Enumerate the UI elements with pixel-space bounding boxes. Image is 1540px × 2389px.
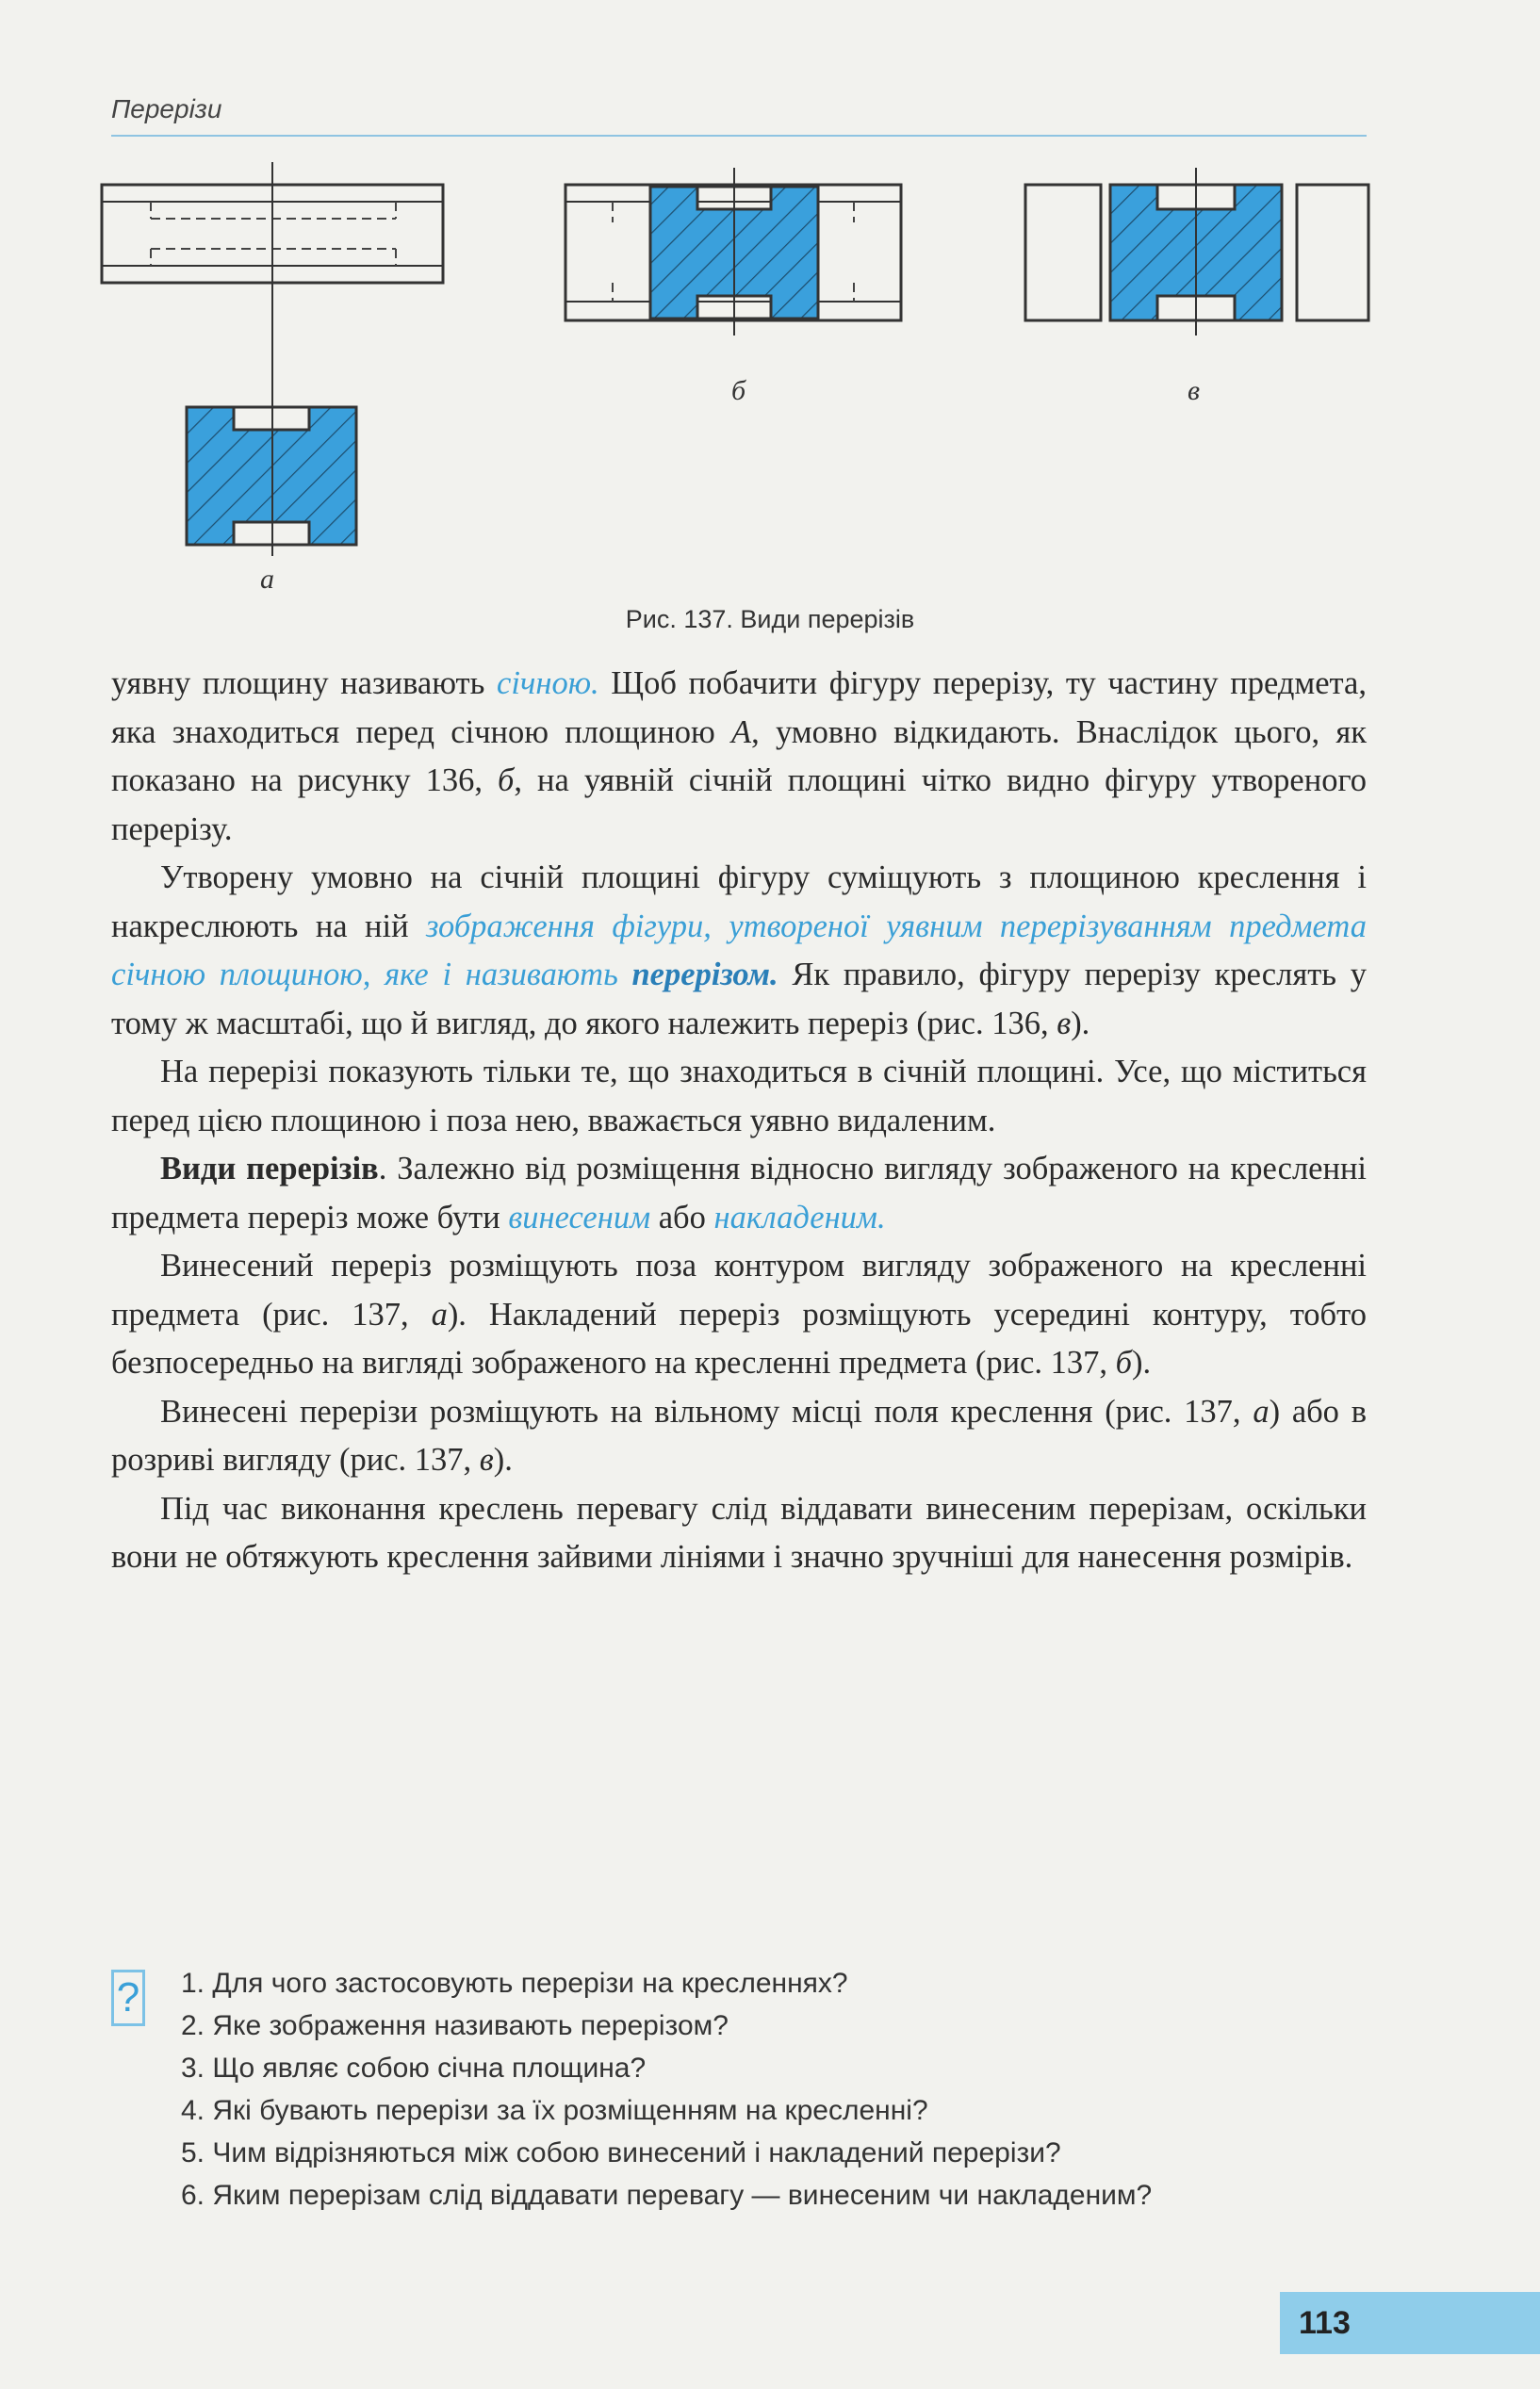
figure-label-b: б bbox=[731, 375, 746, 406]
figure-caption: Рис. 137. Види перерізів bbox=[625, 605, 915, 633]
paragraph-2: Утворену умовно на січній площині фігуру суміщують з площиною креслення і накреслюють на ній зображення фігури, утвореної уявним перерізуванням предмета січною площиною, яке і називають перерізом. Як правило, фігуру перерізу креслять у тому ж масштабі, що й вигляд, до якого належить переріз (рис. 136, в). bbox=[111, 859, 1367, 1041]
question-item: 4. Які бувають перерізи за їх розміщенням на кресленні? bbox=[181, 2095, 928, 2126]
question-item: 6. Яким перерізам слід віддавати перевагу — винесеним чи накладеним? bbox=[181, 2180, 1153, 2211]
term-nakladenym: накладеним. bbox=[713, 1199, 886, 1235]
paragraph-3: На перерізі показують тільки те, що знаходиться в січній площині. Усе, що міститься перед цією площиною і поза нею, вважається уявно видаленим. bbox=[111, 1054, 1367, 1138]
question-mark-icon: ? bbox=[111, 1970, 145, 2026]
term-sichna: січною. bbox=[497, 665, 599, 701]
paragraph-5: Винесений переріз розміщують поза контуром вигляду зображеного на кресленні предмета (рис. 137, а). Накладений переріз розміщують усередині контуру, тобто безпосередньо на вигляді зображеного на кресленні предмета (рис. 137, б). bbox=[111, 1248, 1367, 1381]
figure-label-c: в bbox=[1188, 375, 1201, 406]
body-text bbox=[111, 660, 1367, 1582]
figure-137-drawing bbox=[0, 151, 1540, 641]
paragraph-4: Види перерізів. Залежно від розміщення відносно вигляду зображеного на кресленні предмета переріз може бути винесеним або накладеним. bbox=[111, 1151, 1367, 1235]
question-item: 1. Для чого застосовують перерізи на кресленнях? bbox=[181, 1968, 848, 1999]
question-item: 2. Яке зображення називають перерізом? bbox=[181, 2010, 729, 2041]
figure-b-superimposed-section bbox=[565, 168, 901, 335]
question-item: 3. Що являє собою січна площина? bbox=[181, 2053, 647, 2084]
review-questions bbox=[181, 1962, 1378, 2217]
figure-label-a: а bbox=[260, 564, 274, 595]
paragraph-1: уявну площину називають січною. Щоб побачити фігуру перерізу, ту частину предмета, яка знаходиться перед січною площиною А, умовно відкидають. Внаслідок цього, як показано на рисунку 136, б, на уявній січній площині чітко видно фігуру утвореного перерізу. bbox=[111, 665, 1367, 847]
subheading-section-types: Види перерізів bbox=[160, 1151, 379, 1186]
figure-a-removed-section bbox=[187, 386, 356, 556]
term-pereriz: перерізом. bbox=[631, 957, 778, 992]
paragraph-7: Під час виконання креслень перевагу слід віддавати винесеним перерізам, оскільки вони не обтяжують креслення зайвими лініями і значно зручніші для нанесення розмірів. bbox=[111, 1490, 1367, 1575]
figure-a-view bbox=[102, 162, 443, 386]
definition-section: зображення фігури, утвореної уявним перерізуванням предмета січною площиною, яке і називають bbox=[111, 908, 1367, 992]
paragraph-6: Винесені перерізи розміщують на вільному місці поля креслення (рис. 137, а) або в розриві вигляду (рис. 137, в). bbox=[111, 1393, 1367, 1478]
term-vynesenym: винесеним bbox=[508, 1199, 651, 1235]
running-head: Перерізи bbox=[111, 94, 222, 123]
page-number: 113 bbox=[1280, 2292, 1540, 2354]
header-rule bbox=[111, 135, 1367, 137]
question-item: 5. Чим відрізняються між собою винесений і накладений перерізи? bbox=[181, 2137, 1061, 2168]
figure-c-section-in-break bbox=[1025, 168, 1368, 335]
